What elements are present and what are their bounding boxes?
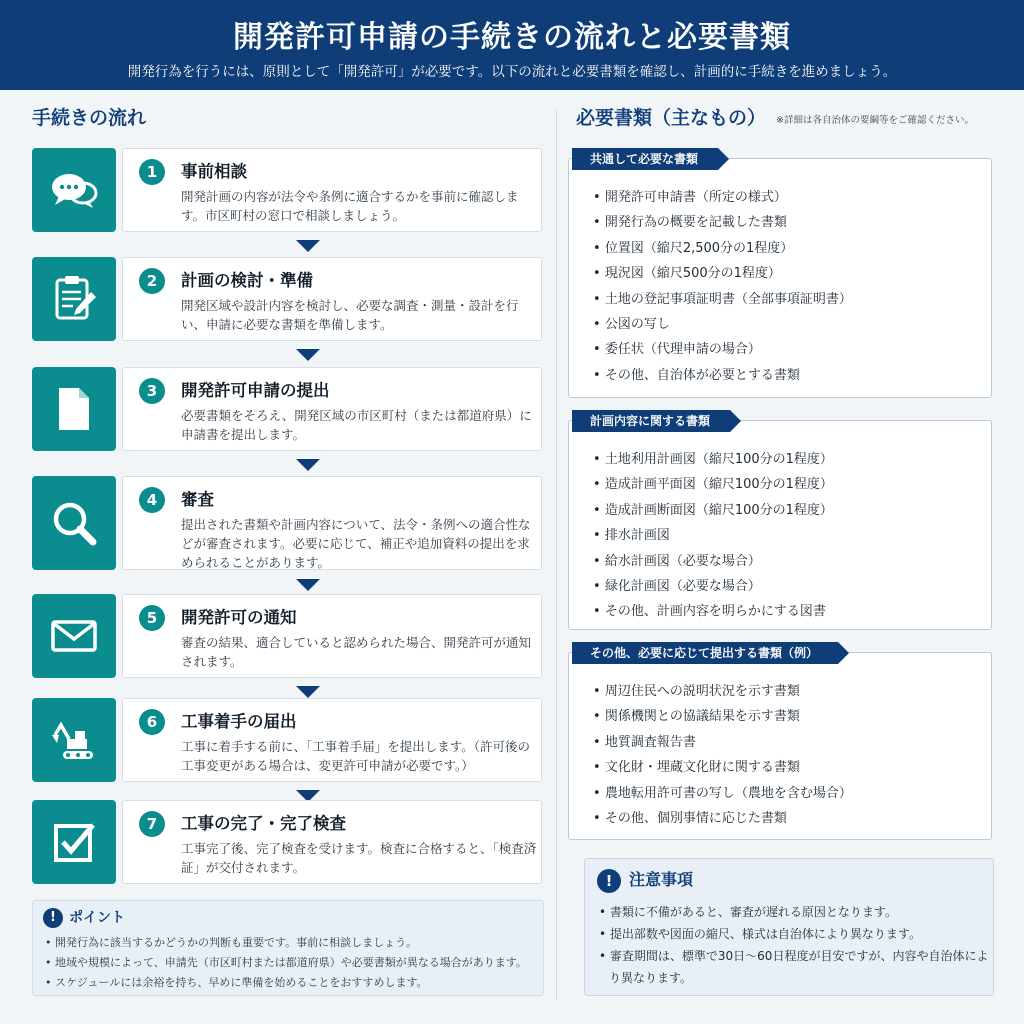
list-item: • その他、個別事情に応じた書類: [593, 806, 852, 831]
step-description: 開発計画の内容が法令や条例に適合するかを事前に確認します。市区町村の窓口で相談しましょう。: [181, 189, 519, 223]
step-card: [122, 698, 542, 782]
list-item: • 位置図（縮尺2,500分の1程度）: [593, 236, 852, 261]
documents-note: ※詳細は各自治体の要綱等をご確認ください。: [776, 115, 974, 126]
notice-box: [584, 858, 994, 996]
step-1: [32, 148, 544, 232]
list-item: • 委任状（代理申請の場合）: [593, 337, 852, 362]
list-item: • 排水計画図: [593, 523, 833, 548]
list-item: • 開発許可申請書（所定の様式）: [593, 185, 852, 210]
clipboard-icon: [32, 257, 116, 341]
list-item: • 提出部数や図面の縮尺、様式は自治体により異なります。: [599, 923, 989, 945]
point-title-text: ポイント: [69, 910, 125, 926]
step-card: [122, 257, 542, 341]
chat-bubbles-icon: [32, 148, 116, 232]
step-number: 2: [139, 268, 165, 294]
step-description: 工事完了後、完了検査を受けます。検査に合格すると、「検査済証」が交付されます。: [181, 841, 537, 875]
excavator-icon: [32, 698, 116, 782]
list-item: • 給水計画図（必要な場合）: [593, 549, 833, 574]
list-item: • 土地の登記事項証明書（全部事項証明書）: [593, 287, 852, 312]
exclamation-icon: !: [43, 908, 63, 928]
doc-list: [593, 679, 852, 831]
step-title: 開発許可の通知: [181, 608, 297, 627]
list-item: • 造成計画断面図（縮尺100分の1程度）: [593, 498, 833, 523]
list-item: • 公図の写し: [593, 312, 852, 337]
doc-group-common: [568, 158, 992, 398]
column-divider: [556, 110, 557, 1000]
page-title: 開発許可申請の手続きの流れと必要書類: [233, 20, 791, 55]
step-title: 開発許可申請の提出: [181, 381, 330, 400]
list-item: • 現況図（縮尺500分の1程度）: [593, 261, 852, 286]
list-item: • スケジュールには余裕を持ち、早めに準備を始めることをおすすめします。: [45, 973, 527, 993]
step-description: 必要書類をそろえ、開発区域の市区町村（または都道府県）に申請書を提出します。: [181, 408, 532, 442]
step-4: [32, 476, 544, 570]
step-description: 提出された書類や計画内容について、法令・条例への適合性などが審査されます。必要に応じて、補正や追加資料の提出を求められることがあります。: [181, 517, 531, 570]
step-card: [122, 367, 542, 451]
list-item: • 緑化計画図（必要な場合）: [593, 574, 833, 599]
point-list: [45, 933, 527, 993]
list-item: • 地質調査報告書: [593, 730, 852, 755]
step-title: 審査: [181, 490, 214, 509]
list-item: • 農地転用許可書の写し（農地を含む場合）: [593, 781, 852, 806]
step-card: [122, 148, 542, 232]
flow-section: [32, 100, 546, 989]
documents-header: [566, 100, 996, 136]
documents-section: [566, 100, 996, 985]
step-number: 6: [139, 709, 165, 735]
document-icon: [32, 367, 116, 451]
list-item: • 開発行為に該当するかどうかの判断も重要です。事前に相談しましょう。: [45, 933, 527, 953]
list-item: • 関係機関との協議結果を示す書類: [593, 704, 852, 729]
list-item: • 土地利用計画図（縮尺100分の1程度）: [593, 447, 833, 472]
step-card: [122, 800, 542, 884]
list-item: • 文化財・埋蔵文化財に関する書類: [593, 755, 852, 780]
down-arrow-icon: [296, 240, 320, 252]
down-arrow-icon: [296, 459, 320, 471]
doc-list: [593, 185, 852, 388]
step-title: 工事の完了・完了検査: [181, 814, 346, 833]
step-card: [122, 476, 542, 570]
exclamation-icon: !: [597, 869, 621, 893]
step-title: 事前相談: [181, 162, 247, 181]
step-number: 5: [139, 605, 165, 631]
step-title: 工事着手の届出: [181, 712, 297, 731]
doc-group-other: [568, 652, 992, 840]
point-title: [43, 907, 125, 929]
step-6: [32, 698, 544, 782]
step-description: 審査の結果、適合していると認められた場合、開発許可が通知されます。: [181, 635, 532, 669]
notice-title-text: 注意事項: [629, 870, 694, 889]
flow-title: 手続きの流れ: [32, 107, 147, 129]
list-item: • 地域や規模によって、申請先（市区町村または都道府県）や必要書類が異なる場合があります。: [45, 953, 527, 973]
down-arrow-icon: [296, 686, 320, 698]
magnifier-icon: [32, 476, 116, 570]
doc-group-plan: [568, 420, 992, 630]
notice-list: [599, 901, 989, 989]
list-item: • 審査期間は、標準で30日〜60日程度が目安ですが、内容や自治体により異なります。: [599, 945, 989, 989]
step-2: [32, 257, 544, 341]
list-item: • その他、計画内容を明らかにする図書: [593, 599, 833, 624]
step-5: [32, 594, 544, 678]
list-item: • 周辺住民への説明状況を示す書類: [593, 679, 852, 704]
list-item: • 造成計画平面図（縮尺100分の1程度）: [593, 472, 833, 497]
point-box: [32, 900, 544, 996]
step-3: [32, 367, 544, 451]
doc-group-label: 共通して必要な書類: [572, 148, 718, 170]
step-number: 1: [139, 159, 165, 185]
list-item: • 書類に不備があると、審査が遅れる原因となります。: [599, 901, 989, 923]
down-arrow-icon: [296, 349, 320, 361]
step-card: [122, 594, 542, 678]
doc-list: [593, 447, 833, 625]
checkbox-icon: [32, 800, 116, 884]
step-description: 工事に着手する前に、「工事着手届」を提出します。（許可後の工事変更がある場合は、変更許可申請が必要です。）: [181, 739, 531, 773]
step-number: 4: [139, 487, 165, 513]
page-subtitle: 開発行為を行うには、原則として「開発許可」が必要です。以下の流れと必要書類を確認し、計画的に手続きを進めましょう。: [127, 64, 897, 80]
step-number: 7: [139, 811, 165, 837]
step-number: 3: [139, 378, 165, 404]
step-7: [32, 800, 544, 884]
doc-group-label: 計画内容に関する書類: [572, 410, 730, 432]
list-item: • その他、自治体が必要とする書類: [593, 363, 852, 388]
down-arrow-icon: [296, 579, 320, 591]
list-item: • 開発行為の概要を記載した書類: [593, 210, 852, 235]
step-title: 計画の検討・準備: [181, 271, 313, 290]
documents-title: 必要書類（主なもの）: [576, 107, 767, 129]
page-header: [0, 0, 1024, 90]
notice-title: [597, 867, 693, 893]
envelope-icon: [32, 594, 116, 678]
doc-group-label: その他、必要に応じて提出する書類（例）: [572, 642, 838, 664]
step-description: 開発区域や設計内容を検討し、必要な調査・測量・設計を行い、申請に必要な書類を準備します。: [181, 298, 519, 332]
